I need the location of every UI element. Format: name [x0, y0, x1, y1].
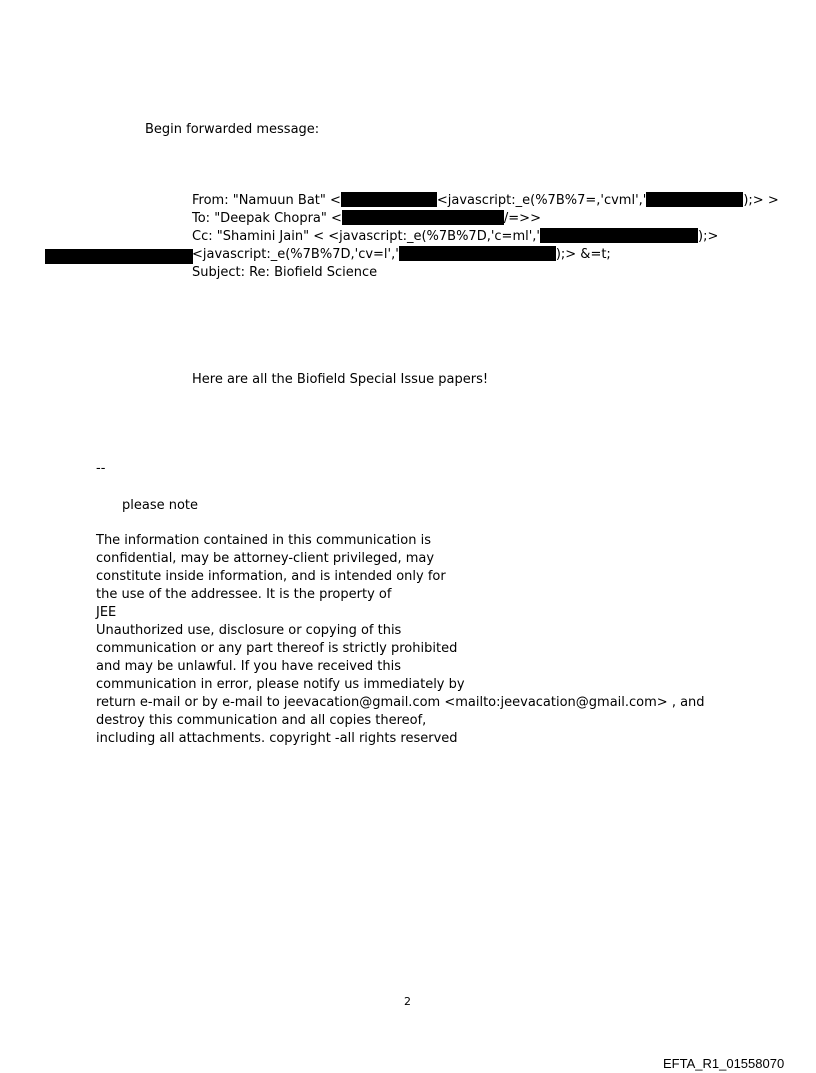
- from-line: [192, 192, 779, 210]
- forward-header: Begin forwarded message:: [145, 122, 320, 137]
- disclaimer-line: Unauthorized use, disclosure or copying of this: [96, 623, 402, 638]
- from-mid: <javascript:_e(%7B%7=,'cvml',': [436, 193, 647, 208]
- disclaimer-line: including all attachments. copyright -all rights reserved: [96, 731, 458, 746]
- disclaimer-line: the use of the addressee. It is the property of: [96, 587, 392, 602]
- disclaimer-line: destroy this communication and all copies thereof,: [96, 713, 427, 728]
- signature-separator: --: [96, 461, 106, 476]
- from-suffix: );> >: [743, 193, 779, 208]
- cc-cont-suffix: );> &=t;: [555, 247, 611, 262]
- disclaimer-line: JEE: [96, 605, 117, 620]
- disclaimer-line: The information contained in this communication is: [96, 533, 431, 548]
- disclaimer-line: confidential, may be attorney-client privileged, may: [96, 551, 435, 566]
- from-prefix: From: "Namuun Bat" <: [192, 193, 341, 208]
- disclaimer-line: return e-mail or by e-mail to jeevacation@gmail.com <mailto:jeevacation@gmail.com> , and: [96, 695, 705, 710]
- note-heading: please note: [122, 498, 199, 513]
- to-line: [192, 210, 541, 228]
- redaction-bar: [341, 192, 437, 207]
- to-suffix: /=>>: [503, 211, 541, 226]
- cc-line: [192, 228, 718, 246]
- message-body: Here are all the Biofield Special Issue papers!: [192, 372, 489, 387]
- cc-continuation-line: [192, 246, 611, 264]
- redaction-bar: [45, 249, 193, 264]
- disclaimer-line: and may be unlawful. If you have received this: [96, 659, 402, 674]
- document-id: EFTA_R1_01558070: [663, 1056, 785, 1071]
- redaction-bar: [342, 210, 504, 225]
- cc-cont-mid: <javascript:_e(%7B%7D,'cv=l',': [192, 247, 399, 262]
- cc-suffix: );>: [698, 229, 719, 244]
- redaction-bar: [646, 192, 743, 207]
- disclaimer-line: constitute inside information, and is intended only for: [96, 569, 446, 584]
- disclaimer-line: communication or any part thereof is strictly prohibited: [96, 641, 458, 656]
- disclaimer-line: communication in error, please notify us immediately by: [96, 677, 465, 692]
- redaction-bar: [399, 246, 556, 261]
- cc-prefix: Cc: "Shamini Jain" < <javascript:_e(%7B%7D,'c=ml',': [192, 229, 541, 244]
- redaction-bar: [540, 228, 698, 243]
- page-number: 2: [404, 995, 411, 1008]
- to-prefix: To: "Deepak Chopra" <: [192, 211, 342, 226]
- subject-line: Subject: Re: Biofield Science: [192, 265, 378, 280]
